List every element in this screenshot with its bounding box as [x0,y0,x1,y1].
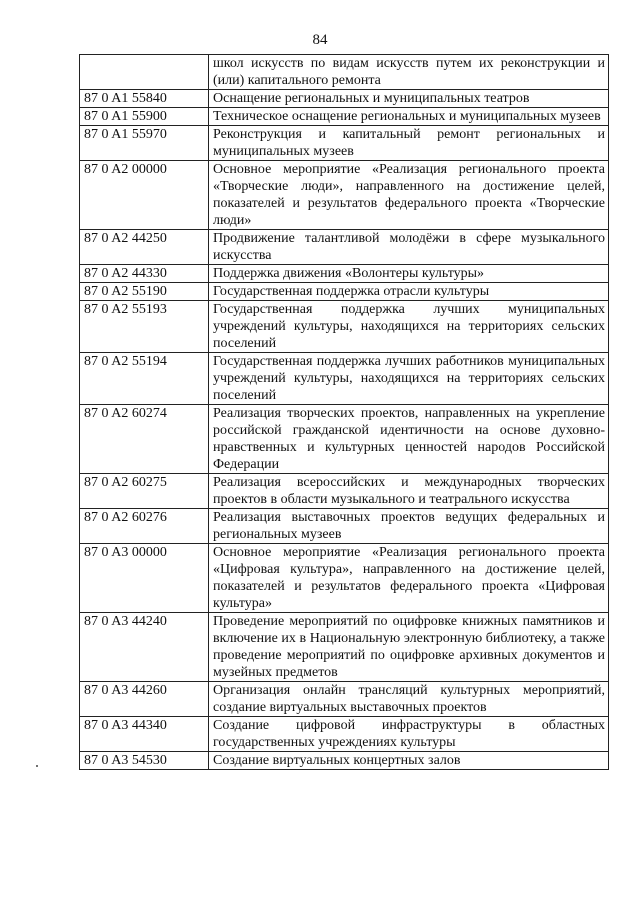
row-code: 87 0 A3 44240 [80,613,209,682]
scan-dot [36,765,38,767]
row-code: 87 0 A2 60276 [80,509,209,544]
table-row [80,509,609,544]
row-code: 87 0 A1 55900 [80,108,209,126]
row-description: Государственная поддержка лучших муниципальных учреждений культуры, находящихся на территориях сельских поселений [209,301,609,353]
budget-classification-table [79,54,609,770]
row-description: школ искусств по видам искусств путем их реконструкции и (или) капитального ремонта [209,55,609,90]
row-description: Основное мероприятие «Реализация регионального проекта «Творческие люди», направленного на достижение целей, показателей и результатов федерального проекта «Творческие люди» [209,161,609,230]
table-row [80,544,609,613]
table-row [80,613,609,682]
row-code: 87 0 A2 44250 [80,230,209,265]
table-row [80,682,609,717]
row-code: 87 0 A2 60275 [80,474,209,509]
row-description: Реализация всероссийских и международных творческих проектов в области музыкального и театрального искусства [209,474,609,509]
row-code: 87 0 A1 55840 [80,90,209,108]
row-description: Реализация творческих проектов, направленных на укрепление российской гражданской идентичности на основе духовно-нравственных и культурных ценностей народов Российской Федерации [209,405,609,474]
table-row [80,283,609,301]
row-description: Оснащение региональных и муниципальных театров [209,90,609,108]
table-row [80,126,609,161]
table-row [80,353,609,405]
row-description: Государственная поддержка лучших работников муниципальных учреждений культуры, находящихся на территориях сельских поселений [209,353,609,405]
table-row [80,230,609,265]
table-row [80,474,609,509]
table-row [80,161,609,230]
table-row [80,717,609,752]
row-description: Основное мероприятие «Реализация регионального проекта «Цифровая культура», направленного на достижение целей, показателей и результатов федерального проекта «Цифровая культура» [209,544,609,613]
table-row [80,265,609,283]
row-code: 87 0 A2 55190 [80,283,209,301]
row-code: 87 0 A2 00000 [80,161,209,230]
table-row [80,55,609,90]
row-description: Техническое оснащение региональных и муниципальных музеев [209,108,609,126]
table-row [80,405,609,474]
row-code: 87 0 A2 60274 [80,405,209,474]
table-row [80,301,609,353]
page-number: 84 [312,32,328,48]
table-row [80,90,609,108]
row-description: Проведение мероприятий по оцифровке книжных памятников и включение их в Национальную электронную библиотеку, а также проведение мероприятий по оцифровке архивных документов и музейных предметов [209,613,609,682]
row-description: Государственная поддержка отрасли культуры [209,283,609,301]
row-code: 87 0 A1 55970 [80,126,209,161]
row-description: Продвижение талантливой молодёжи в сфере музыкального искусства [209,230,609,265]
row-description: Поддержка движения «Волонтеры культуры» [209,265,609,283]
row-description: Создание виртуальных концертных залов [209,752,609,770]
row-code: 87 0 A3 44260 [80,682,209,717]
row-code: 87 0 A3 44340 [80,717,209,752]
row-description: Реконструкция и капитальный ремонт региональных и муниципальных музеев [209,126,609,161]
row-code: 87 0 A2 55194 [80,353,209,405]
row-description: Создание цифровой инфраструктуры в областных государственных учреждениях культуры [209,717,609,752]
row-code [80,55,209,90]
row-code: 87 0 A2 55193 [80,301,209,353]
table-body [80,55,609,770]
table-row [80,108,609,126]
row-code: 87 0 A2 44330 [80,265,209,283]
row-code: 87 0 A3 00000 [80,544,209,613]
row-code: 87 0 A3 54530 [80,752,209,770]
row-description: Организация онлайн трансляций культурных мероприятий, создание виртуальных выставочных проектов [209,682,609,717]
row-description: Реализация выставочных проектов ведущих федеральных и региональных музеев [209,509,609,544]
table-row [80,752,609,770]
